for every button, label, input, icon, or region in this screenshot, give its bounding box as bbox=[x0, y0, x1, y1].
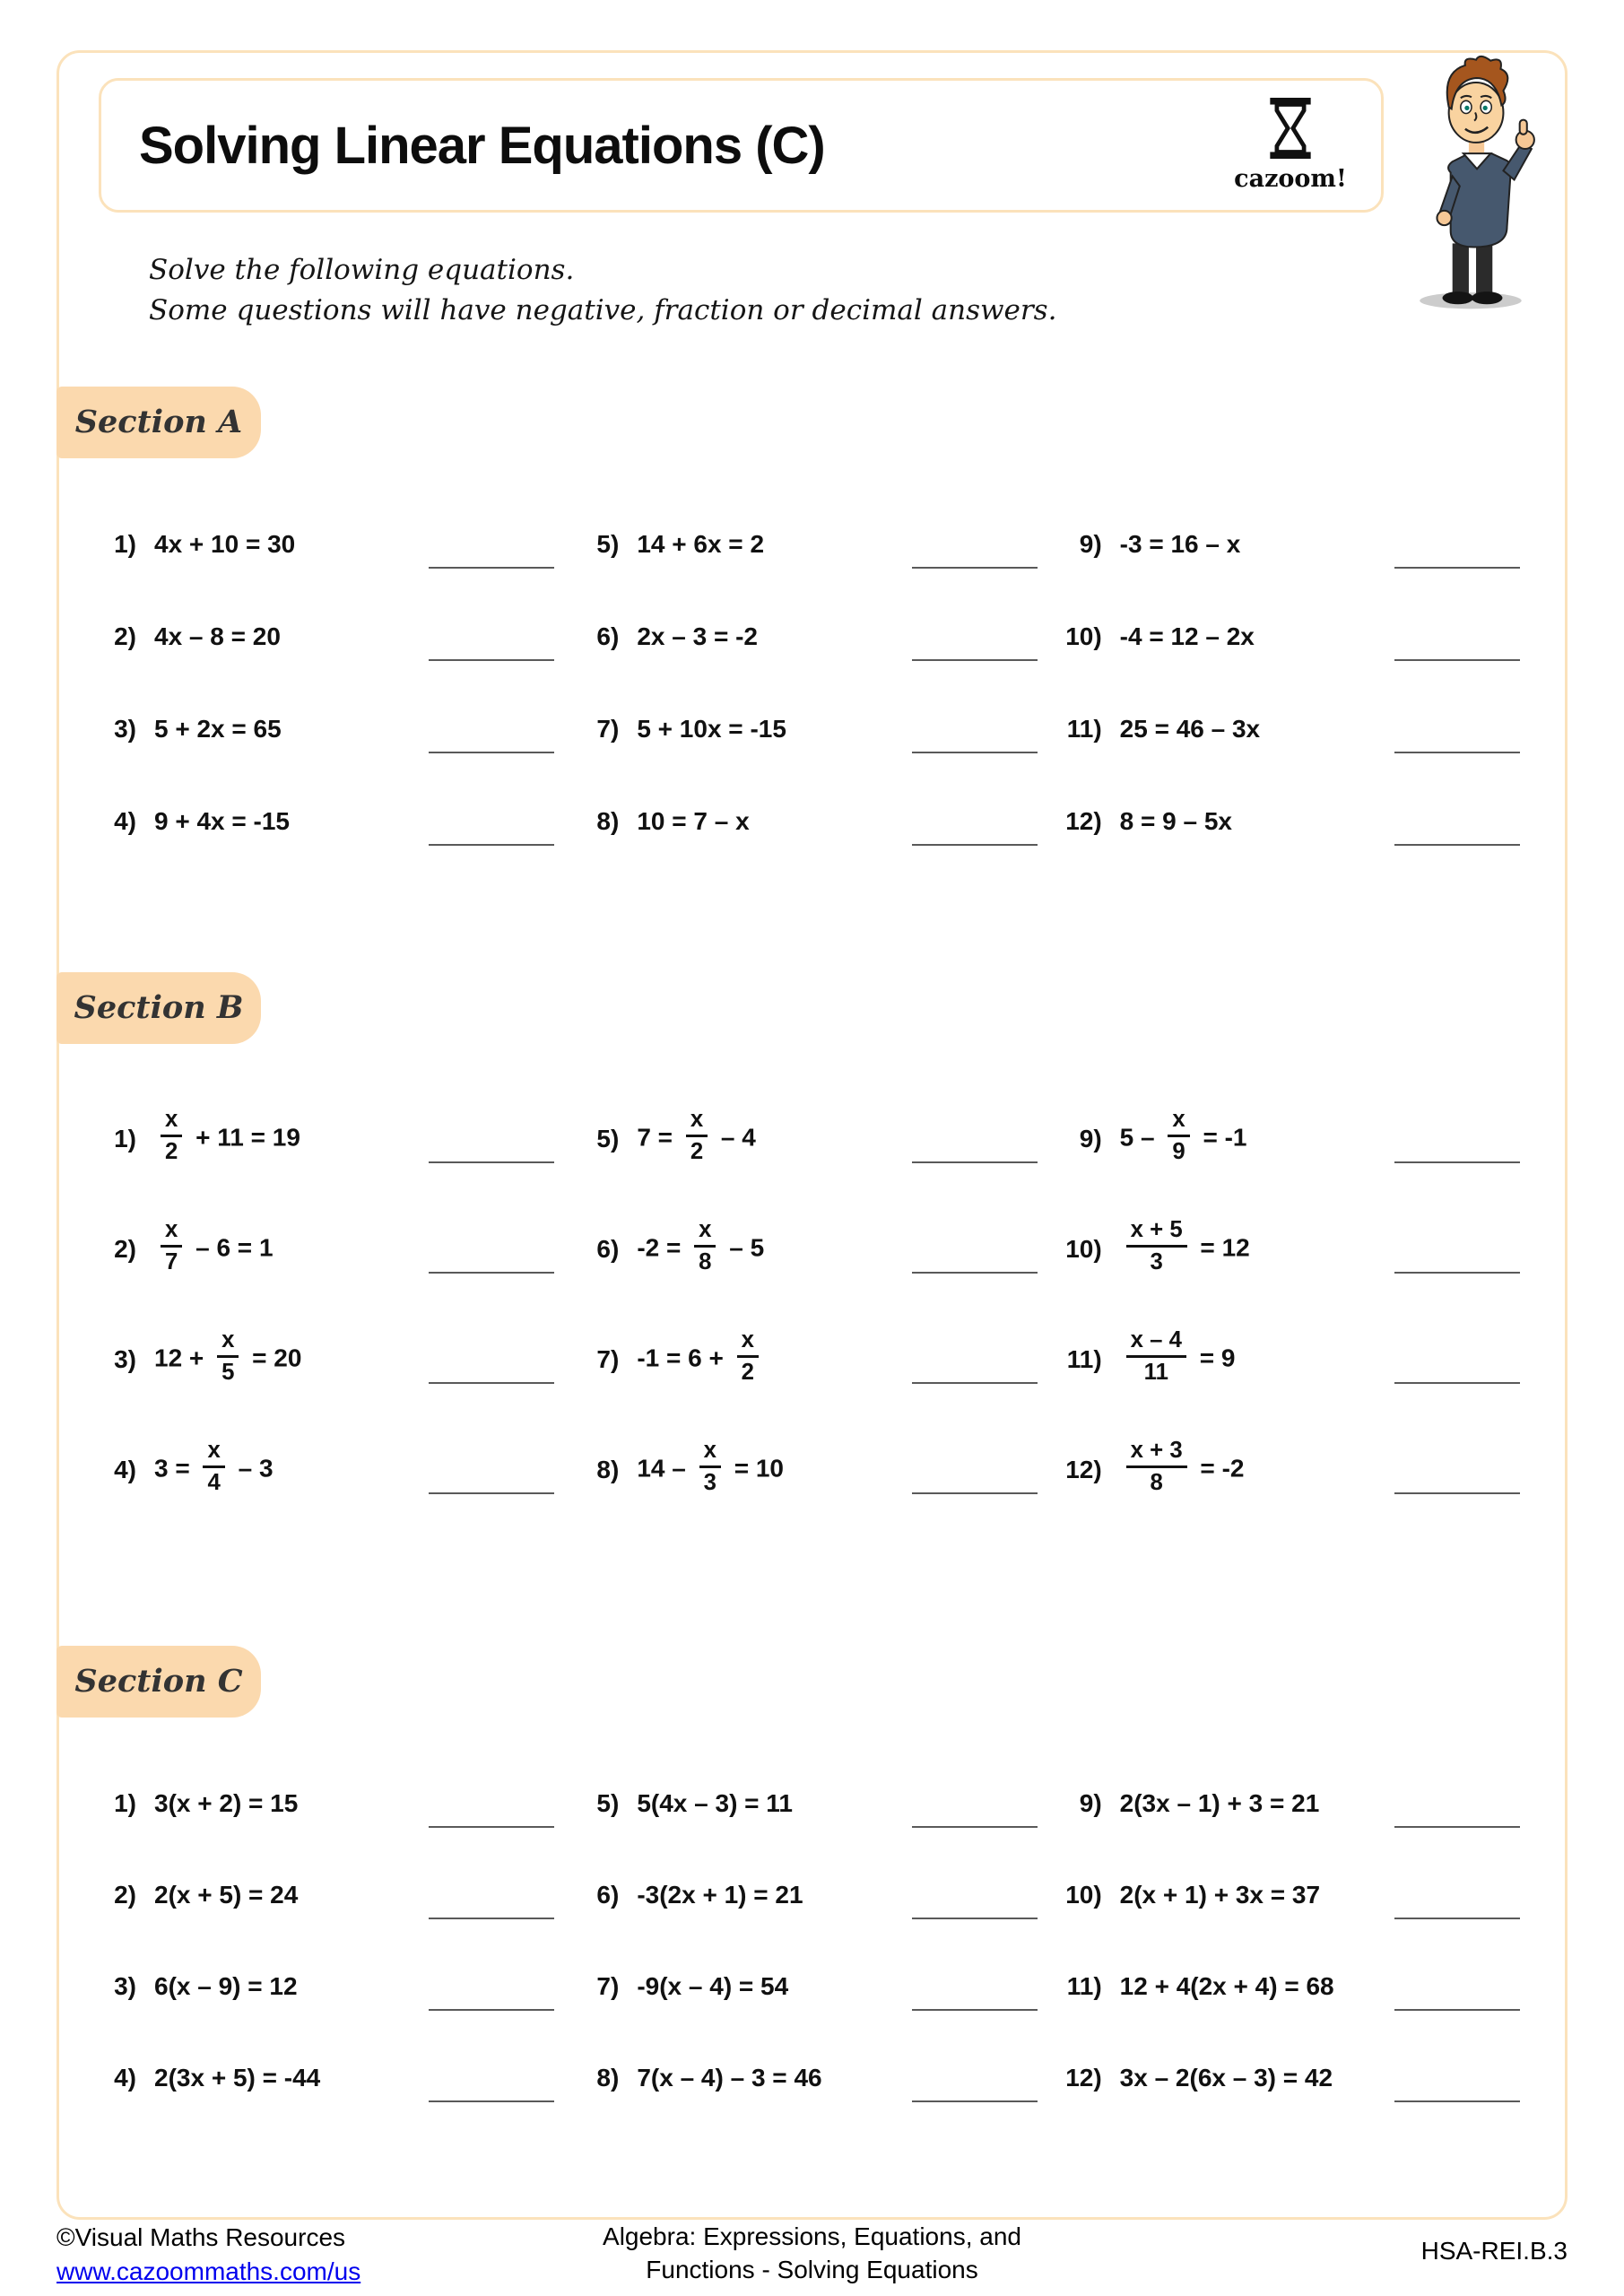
equation: 5 – $\frac{x}{9}$ = -1 bbox=[1119, 1106, 1247, 1165]
answer-line bbox=[429, 1986, 554, 2011]
fraction-denominator: 5 bbox=[221, 1360, 235, 1386]
equation: 7 = $\frac{x}{2}$ – 4 bbox=[637, 1106, 756, 1165]
section-a bbox=[59, 387, 1565, 839]
problem bbox=[569, 711, 1051, 747]
equation: 3x – 2(6x – 3) = 42 bbox=[1119, 2063, 1333, 2092]
equation: 6(x – 9) = 12 bbox=[154, 1971, 298, 2000]
fraction-denominator: 8 bbox=[699, 1249, 712, 1275]
page-border-frame bbox=[56, 50, 1568, 2220]
problem bbox=[1052, 1215, 1534, 1283]
equation: -3(2x + 1) = 21 bbox=[637, 1880, 803, 1909]
instructions bbox=[149, 250, 1565, 331]
answer-line bbox=[429, 1894, 554, 1919]
answer-line bbox=[1394, 2077, 1520, 2102]
problem bbox=[86, 1215, 569, 1283]
fraction-numerator: x bbox=[694, 1219, 716, 1248]
hourglass-icon bbox=[1264, 98, 1316, 163]
problem-number: 3) bbox=[114, 1344, 136, 1373]
problem-number: 7) bbox=[596, 714, 620, 743]
answer-line bbox=[429, 636, 554, 661]
fraction-numerator: x bbox=[217, 1329, 239, 1359]
equation: 2(x + 1) + 3x = 37 bbox=[1119, 1880, 1321, 1909]
answer-line bbox=[429, 821, 554, 846]
fraction-numerator: x – 4 bbox=[1126, 1329, 1186, 1359]
answer-line bbox=[912, 1803, 1038, 1828]
fraction-numerator: x bbox=[737, 1329, 759, 1359]
cazoom-logo bbox=[1223, 98, 1358, 193]
problem bbox=[86, 1105, 569, 1173]
problem-number: 9) bbox=[1079, 529, 1102, 558]
equation: 7(x – 4) – 3 = 46 bbox=[637, 2063, 822, 2092]
fraction bbox=[737, 1326, 759, 1386]
fraction-denominator: 2 bbox=[741, 1360, 754, 1386]
topic-line-1: Algebra: Expressions, Equations, and bbox=[603, 2222, 1021, 2251]
fraction bbox=[699, 1439, 721, 1496]
problems-column bbox=[569, 1105, 1051, 1504]
equation: $\frac{x}{2}$ + 11 = 19 bbox=[154, 1111, 300, 1168]
fraction bbox=[161, 1106, 182, 1165]
problem bbox=[1052, 1326, 1534, 1394]
problem bbox=[1052, 1436, 1534, 1504]
page-title: Solving Linear Equations (C) bbox=[139, 116, 825, 175]
fraction-numerator: x + 3 bbox=[1126, 1439, 1187, 1469]
problem-number: 12) bbox=[1065, 1455, 1102, 1483]
fraction bbox=[1126, 1326, 1186, 1386]
answer-line bbox=[912, 1469, 1038, 1494]
equation: 14 – $\frac{x}{3}$ = 10 bbox=[637, 1437, 784, 1496]
answer-line bbox=[429, 1248, 554, 1274]
copyright-text: ©Visual Maths Resources bbox=[56, 2223, 346, 2252]
problem bbox=[1052, 619, 1534, 655]
problem-number: 5) bbox=[596, 529, 620, 558]
problems-grid bbox=[86, 1105, 1534, 1504]
equation: 2x – 3 = -2 bbox=[637, 622, 758, 650]
problem-number: 4) bbox=[114, 1455, 136, 1483]
problem bbox=[569, 1877, 1051, 1913]
equation: -9(x – 4) = 54 bbox=[637, 1971, 789, 2000]
problem bbox=[86, 526, 569, 562]
answer-line bbox=[912, 2077, 1038, 2102]
equation: 5(4x – 3) = 11 bbox=[637, 1788, 793, 1817]
equation: 4x – 8 = 20 bbox=[154, 622, 281, 650]
problem-number: 2) bbox=[114, 1234, 136, 1263]
equation: 14 + 6x = 2 bbox=[637, 529, 765, 558]
fraction-denominator: 11 bbox=[1143, 1360, 1168, 1386]
section-label: Section B bbox=[56, 972, 261, 1044]
problem bbox=[569, 1436, 1051, 1504]
answer-line bbox=[429, 1469, 554, 1494]
title-box bbox=[99, 78, 1384, 213]
problem bbox=[569, 804, 1051, 839]
problem-number: 8) bbox=[596, 1455, 620, 1483]
section-c bbox=[59, 1646, 1565, 2096]
answer-line bbox=[429, 728, 554, 753]
equation: 25 = 46 – 3x bbox=[1119, 714, 1261, 743]
problem bbox=[86, 804, 569, 839]
answer-line bbox=[912, 636, 1038, 661]
problem-number: 6) bbox=[596, 1234, 620, 1263]
problem-number: 6) bbox=[596, 622, 620, 650]
fraction-numerator: x bbox=[1168, 1109, 1189, 1138]
problem bbox=[1052, 711, 1534, 747]
equation: 12 + 4(2x + 4) = 68 bbox=[1119, 1971, 1334, 2000]
problem bbox=[86, 2060, 569, 2096]
problem-number: 12) bbox=[1065, 2063, 1102, 2092]
answer-line bbox=[912, 1138, 1038, 1163]
answer-line bbox=[1394, 1894, 1520, 1919]
answer-line bbox=[1394, 1469, 1520, 1494]
equation: -3 = 16 – x bbox=[1119, 529, 1241, 558]
problem bbox=[86, 1877, 569, 1913]
equation: -4 = 12 – 2x bbox=[1119, 622, 1255, 650]
problem-number: 3) bbox=[114, 1971, 136, 2000]
problem bbox=[86, 1436, 569, 1504]
problem-number: 8) bbox=[596, 2063, 620, 2092]
fraction bbox=[686, 1106, 708, 1165]
problem-number: 12) bbox=[1065, 806, 1102, 835]
answer-line bbox=[429, 2077, 554, 2102]
problem-number: 10) bbox=[1065, 1880, 1102, 1909]
problem bbox=[569, 1786, 1051, 1822]
problem-number: 10) bbox=[1065, 622, 1102, 650]
problems-column bbox=[86, 526, 569, 839]
answer-line bbox=[1394, 544, 1520, 569]
brand-name: cazoom! bbox=[1234, 165, 1347, 193]
problem bbox=[569, 1326, 1051, 1394]
equation: $\frac{x + 5}{3}$ = 12 bbox=[1120, 1222, 1250, 1278]
answer-line bbox=[1394, 728, 1520, 753]
equation: 2(3x + 5) = -44 bbox=[154, 2063, 321, 2092]
problem bbox=[86, 1326, 569, 1394]
fraction-numerator: x bbox=[161, 1219, 182, 1248]
fraction bbox=[217, 1326, 239, 1386]
problem-number: 5) bbox=[596, 1124, 620, 1152]
answer-line bbox=[1394, 1138, 1520, 1163]
fraction-numerator: x bbox=[686, 1109, 708, 1138]
problem bbox=[569, 1215, 1051, 1283]
problem-number: 11) bbox=[1066, 714, 1102, 743]
problem-number: 5) bbox=[596, 1788, 620, 1817]
equation: 5 + 2x = 65 bbox=[154, 714, 282, 743]
problem-number: 9) bbox=[1079, 1788, 1102, 1817]
equation: -1 = 6 + $\frac{x}{2}$ bbox=[637, 1332, 765, 1388]
equation: -2 = $\frac{x}{8}$ – 5 bbox=[637, 1216, 765, 1275]
footer bbox=[56, 2221, 1568, 2289]
problem bbox=[86, 711, 569, 747]
fraction bbox=[1126, 1216, 1187, 1275]
problem bbox=[1052, 1969, 1534, 2005]
problem-number: 11) bbox=[1066, 1344, 1102, 1373]
answer-line bbox=[429, 1359, 554, 1384]
fraction-numerator: x bbox=[161, 1109, 182, 1138]
problems-grid bbox=[86, 1786, 1534, 2096]
problems-column bbox=[569, 1786, 1051, 2096]
section-b bbox=[59, 972, 1565, 1504]
problem-number: 4) bbox=[114, 806, 136, 835]
fraction-denominator: 9 bbox=[1172, 1139, 1185, 1165]
problem-number: 7) bbox=[596, 1971, 620, 2000]
problems-column bbox=[86, 1105, 569, 1504]
equation: 3 = $\frac{x}{4}$ – 3 bbox=[154, 1437, 274, 1496]
fraction-denominator: 7 bbox=[165, 1249, 178, 1275]
problem bbox=[86, 1786, 569, 1822]
answer-line bbox=[912, 1248, 1038, 1274]
section-label: Section A bbox=[56, 387, 261, 458]
fraction-denominator: 2 bbox=[165, 1139, 178, 1165]
problem bbox=[1052, 1105, 1534, 1173]
fraction-denominator: 2 bbox=[690, 1139, 704, 1165]
problems-column bbox=[1052, 1105, 1534, 1504]
topic-line-2: Functions - Solving Equations bbox=[646, 2255, 978, 2283]
problem-number: 3) bbox=[114, 714, 136, 743]
standard-code: HSA-REI.B.3 bbox=[1420, 2237, 1568, 2266]
problems-column bbox=[569, 526, 1051, 839]
equation: $\frac{x + 3}{8}$ = -2 bbox=[1120, 1442, 1245, 1499]
section-label: Section C bbox=[56, 1646, 261, 1718]
footer-attribution bbox=[56, 2221, 460, 2289]
problems-column bbox=[1052, 1786, 1534, 2096]
fraction bbox=[161, 1216, 182, 1275]
answer-line bbox=[912, 1986, 1038, 2011]
problem bbox=[1052, 526, 1534, 562]
answer-line bbox=[912, 544, 1038, 569]
answer-line bbox=[429, 1803, 554, 1828]
problem bbox=[569, 1105, 1051, 1173]
footer-topic bbox=[460, 2221, 1164, 2286]
sections-host bbox=[59, 387, 1565, 2096]
equation: 2(3x – 1) + 3 = 21 bbox=[1119, 1788, 1320, 1817]
answer-line bbox=[1394, 1359, 1520, 1384]
answer-line bbox=[1394, 1248, 1520, 1274]
problems-column bbox=[86, 1786, 569, 2096]
fraction-numerator: x bbox=[699, 1439, 721, 1469]
answer-line bbox=[429, 544, 554, 569]
fraction bbox=[1168, 1106, 1189, 1165]
answer-line bbox=[912, 728, 1038, 753]
instructions-line-1: Solve the following equations. bbox=[149, 254, 575, 286]
fraction bbox=[694, 1216, 716, 1275]
problem-number: 9) bbox=[1079, 1124, 1102, 1152]
answer-line bbox=[1394, 636, 1520, 661]
answer-line bbox=[1394, 1986, 1520, 2011]
fraction-denominator: 3 bbox=[703, 1470, 716, 1496]
problem bbox=[1052, 1877, 1534, 1913]
problem bbox=[86, 1969, 569, 2005]
equation: $\frac{x}{7}$ – 6 = 1 bbox=[154, 1222, 274, 1278]
equation: 8 = 9 – 5x bbox=[1119, 806, 1232, 835]
problem bbox=[569, 619, 1051, 655]
equation: 3(x + 2) = 15 bbox=[154, 1788, 299, 1817]
fraction bbox=[1126, 1439, 1187, 1496]
problem bbox=[569, 526, 1051, 562]
answer-line bbox=[1394, 1803, 1520, 1828]
instructions-line-2: Some questions will have negative, fraction or decimal answers. bbox=[149, 293, 1057, 326]
answer-line bbox=[912, 1894, 1038, 1919]
problem-number: 1) bbox=[114, 1788, 136, 1817]
problem bbox=[1052, 804, 1534, 839]
mascot-boy-illustration bbox=[1405, 52, 1541, 312]
problem bbox=[86, 619, 569, 655]
problem-number: 7) bbox=[596, 1344, 620, 1373]
answer-line bbox=[912, 1359, 1038, 1384]
answer-line bbox=[1394, 821, 1520, 846]
answer-line bbox=[912, 821, 1038, 846]
equation: 2(x + 5) = 24 bbox=[154, 1880, 299, 1909]
fraction-denominator: 3 bbox=[1150, 1249, 1163, 1275]
equation: 12 + $\frac{x}{5}$ = 20 bbox=[154, 1326, 302, 1386]
fraction-denominator: 8 bbox=[1150, 1470, 1163, 1496]
problem-number: 4) bbox=[114, 2063, 136, 2092]
fraction bbox=[203, 1439, 224, 1496]
problem-number: 1) bbox=[114, 1124, 136, 1152]
fraction-numerator: x bbox=[203, 1439, 224, 1469]
equation: 5 + 10x = -15 bbox=[637, 714, 786, 743]
problem-number: 11) bbox=[1066, 1971, 1102, 2000]
problem-number: 2) bbox=[114, 1880, 136, 1909]
website-link[interactable]: www.cazoommaths.com/us bbox=[56, 2257, 361, 2286]
problem bbox=[569, 1969, 1051, 2005]
fraction-numerator: x + 5 bbox=[1126, 1219, 1187, 1248]
problem-number: 2) bbox=[114, 622, 136, 650]
fraction-denominator: 4 bbox=[207, 1470, 221, 1496]
problem-number: 8) bbox=[596, 806, 620, 835]
equation: $\frac{x - 4}{11}$ = 9 bbox=[1120, 1332, 1236, 1388]
problem-number: 10) bbox=[1065, 1234, 1102, 1263]
problem bbox=[569, 2060, 1051, 2096]
problem bbox=[1052, 1786, 1534, 1822]
problems-column bbox=[1052, 526, 1534, 839]
problem-number: 6) bbox=[596, 1880, 620, 1909]
equation: 9 + 4x = -15 bbox=[154, 806, 291, 835]
problem bbox=[1052, 2060, 1534, 2096]
equation: 4x + 10 = 30 bbox=[154, 529, 296, 558]
problems-grid bbox=[86, 526, 1534, 839]
equation: 10 = 7 – x bbox=[637, 806, 750, 835]
problem-number: 1) bbox=[114, 529, 136, 558]
answer-line bbox=[429, 1138, 554, 1163]
